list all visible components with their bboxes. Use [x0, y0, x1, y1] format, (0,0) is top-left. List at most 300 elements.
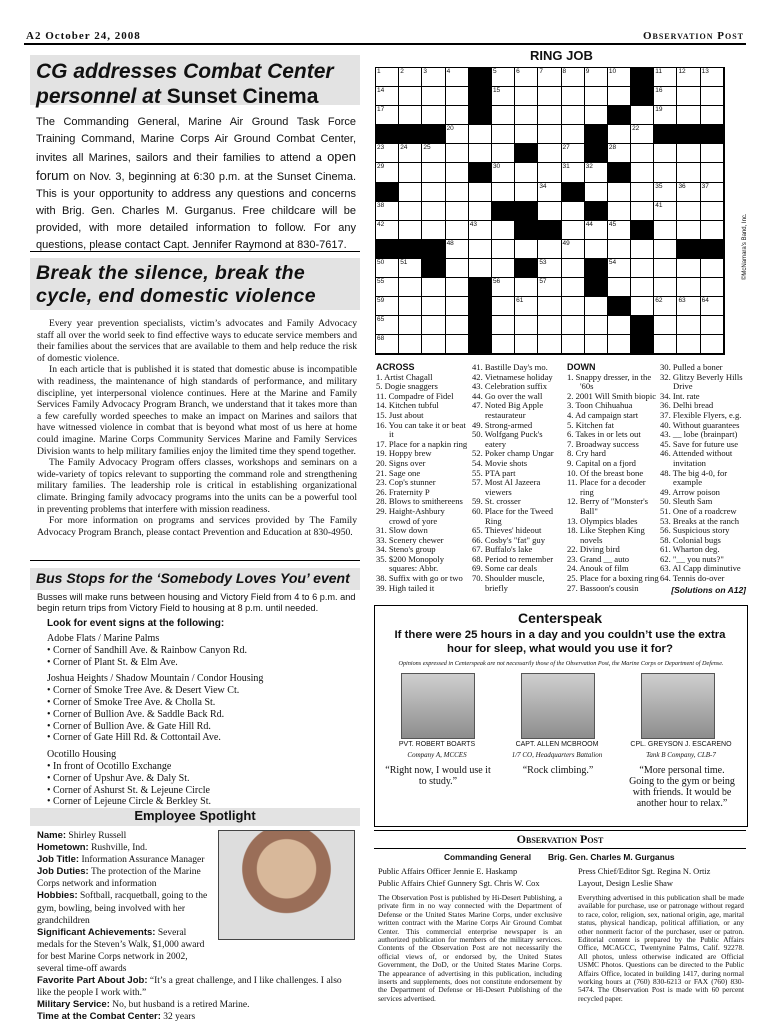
grid-cell [677, 316, 700, 335]
grid-block [399, 240, 422, 259]
grid-cell [492, 125, 515, 144]
grid-cell [654, 316, 677, 335]
grid-cell: 34 [538, 183, 561, 202]
grid-cell [399, 202, 422, 221]
bus-group-title: Joshua Heights / Shadow Mountain / Condor Housing [47, 673, 264, 685]
grid-cell: 41 [654, 202, 677, 221]
grid-cell: 45 [608, 221, 631, 240]
bus-group-title: Ocotillo Housing [47, 749, 117, 761]
clue: 59. St. crosser [472, 496, 521, 507]
silence-headline: Break the silence, break the cycle, end domestic violence [36, 262, 316, 307]
clue: 48. The big 4-0, for example [660, 467, 728, 488]
clue: 62. "__ you nuts?" [660, 553, 724, 564]
grid-cell [631, 183, 654, 202]
bus-group-title: Adobe Flats / Marine Palms [47, 633, 160, 644]
grid-cell [399, 335, 422, 354]
bus-stop-item: • Corner of Gate Hill Rd. & Cottontail Ave. [47, 732, 221, 744]
clue: 7. Broadway success [567, 438, 639, 449]
grid-cell [562, 297, 585, 316]
grid-cell: 36 [677, 183, 700, 202]
staff-left: Public Affairs Officer Jennie E. Haskamp Public Affairs Chief Gunnery Sgt. Chris W. Cox [378, 867, 540, 888]
grid-cell: 42 [376, 221, 399, 240]
clue: 47. Noted Big Apple restaurateur [472, 400, 544, 420]
down-clues-1: DOWN 1. Snappy dresser, in the '60s 2. 2001 Will Smith biopic 3. Toon Chihuahua 4. Ad campaign start 5. Kitchen fat 6. Takes in or lets out 7. Broadway success 8. Cry hard 9. Capital on a fjord 10. Of the breast bone 11. Place for a decoder ring 12. Berry of "Monster's Ball" 13. Olympics blades 18. Like Stephen King novels 22. Diving bird 23. Grand __ auto 24. Anouk of film 25. Place for a boxing ring 27. Bassoon's cousin [567, 362, 659, 593]
grid-cell [677, 163, 700, 182]
clue: 23. Grand __ auto [567, 553, 630, 564]
grid-block [515, 259, 538, 278]
grid-cell [631, 106, 654, 125]
clue: 52. Poker champ Ungar [472, 448, 554, 459]
clue: 36. Delhi bread [660, 400, 714, 411]
grid-block [422, 240, 445, 259]
divider [30, 251, 360, 252]
grid-cell [446, 316, 469, 335]
grid-block [515, 202, 538, 221]
grid-block [701, 240, 724, 259]
grid-cell [677, 259, 700, 278]
bus-stop-item: • Corner of Sandhill Ave. & Rainbow Canyon Rd. [47, 644, 247, 656]
grid-cell [631, 240, 654, 259]
grid-cell: 23 [376, 144, 399, 163]
grid-cell [701, 316, 724, 335]
clue: 28. Blows to smithereens [376, 496, 463, 507]
grid-cell [677, 87, 700, 106]
grid-cell: 51 [399, 259, 422, 278]
clue: 14. Kitchen tubful [376, 400, 439, 411]
grid-block [608, 106, 631, 125]
bus-look: Look for event signs at the following: [47, 618, 225, 629]
grid-cell [608, 202, 631, 221]
grid-cell [422, 221, 445, 240]
grid-block [538, 221, 561, 240]
grid-cell [608, 183, 631, 202]
grid-cell [469, 125, 492, 144]
grid-cell [515, 335, 538, 354]
clue: 11. Compadre of Fidel [376, 390, 454, 401]
grid-cell [492, 316, 515, 335]
grid-cell [538, 106, 561, 125]
clue: 22. Diving bird [567, 544, 620, 555]
grid-block [399, 125, 422, 144]
grid-cell [654, 144, 677, 163]
grid-cell [538, 144, 561, 163]
top-rule [24, 43, 746, 45]
grid-cell [469, 240, 492, 259]
employee-row: Hobbies: Softball, racquetball, going to the gym, bowling, being involved with her grandchildren [37, 890, 208, 926]
grid-block [469, 68, 492, 87]
grid-cell: 63 [677, 297, 700, 316]
clue: 1. Artist Chagall [376, 371, 433, 382]
clue: 54. Movie shots [472, 457, 528, 468]
bus-stop-item: • Corner of Smoke Tree Ave. & Desert View Ct. [47, 685, 240, 697]
clue: 9. Capital on a fjord [567, 457, 636, 468]
grid-cell: 43 [469, 221, 492, 240]
down-clues-2 [660, 363, 746, 595]
grid-cell: 1 [376, 68, 399, 87]
grid-cell: 65 [376, 316, 399, 335]
clue: 19. Hoppy brew [376, 448, 432, 459]
grid-cell [422, 335, 445, 354]
grid-cell: 16 [654, 87, 677, 106]
bus-stop-item: • Corner of Plant St. & Elm Ave. [47, 656, 178, 668]
grid-cell [585, 297, 608, 316]
grid-cell [515, 240, 538, 259]
grid-cell [631, 202, 654, 221]
grid-cell [422, 202, 445, 221]
grid-cell: 62 [654, 297, 677, 316]
grid-block [422, 259, 445, 278]
folio-left: A2 October 24, 2008 [26, 30, 141, 42]
grid-cell: 35 [654, 183, 677, 202]
grid-cell [399, 87, 422, 106]
grid-block [585, 202, 608, 221]
bus-stop-item: • Corner of Bullion Ave. & Saddle Back Rd. [47, 708, 225, 720]
grid-cell: 22 [631, 125, 654, 144]
grid-cell [469, 144, 492, 163]
grid-block [422, 125, 445, 144]
grid-cell [515, 278, 538, 297]
grid-cell: 54 [608, 259, 631, 278]
clue: 31. Slow down [376, 525, 428, 536]
grid-cell [469, 183, 492, 202]
clue: 32. Glitzy Beverly Hills Drive [660, 371, 743, 392]
grid-cell [538, 316, 561, 335]
person-photo-1 [401, 673, 475, 739]
grid-cell [585, 183, 608, 202]
grid-cell [562, 125, 585, 144]
bus-stop-item: • Corner of Bullion Ave. & Gate Hill Rd. [47, 720, 211, 732]
person-unit-2: 1/7 CO, Headquarters Battalion [511, 751, 603, 759]
grid-cell: 2 [399, 68, 422, 87]
clue: 41. Bastille Day's mo. [472, 362, 548, 372]
grid-cell [492, 335, 515, 354]
grid-cell: 53 [538, 259, 561, 278]
grid-cell [538, 125, 561, 144]
grid-cell: 31 [562, 163, 585, 182]
grid-block [631, 87, 654, 106]
grid-block [585, 259, 608, 278]
grid-block [469, 278, 492, 297]
grid-cell [446, 183, 469, 202]
clue: 66. Cosby's "fat" guy [472, 534, 546, 545]
grid-cell [399, 297, 422, 316]
clue: 20. Signs over [376, 457, 426, 468]
bus-stop-item: • Corner of Ashurst St. & Lejeune Circle [47, 784, 210, 796]
grid-cell: 19 [654, 106, 677, 125]
clue: 50. Wolfgang Puck's eatery [472, 429, 543, 449]
grid-cell [515, 183, 538, 202]
bus-group [47, 749, 357, 808]
bus-group [47, 673, 357, 744]
grid-cell: 11 [654, 68, 677, 87]
person-name-1: PVT. ROBERT BOARTS [398, 741, 476, 748]
employee-row: Name: Shirley Russell [37, 830, 127, 841]
grid-cell [492, 259, 515, 278]
divider [30, 560, 360, 561]
person-name-3: CPL. GREYSON J. ESCARENO [630, 741, 732, 748]
grid-cell [422, 87, 445, 106]
masthead-title: Observation Post [516, 832, 604, 846]
bus-headline-box [30, 568, 360, 590]
person-photo-3 [641, 673, 715, 739]
cg-headline: CG addresses Combat Center personnel at Sunset Cinema [36, 60, 334, 108]
grid-cell: 6 [515, 68, 538, 87]
clue: 45. Save for future use [660, 438, 739, 449]
clue: 6. Takes in or lets out [567, 429, 641, 440]
clue: 51. One of a roadcrew [660, 505, 737, 516]
grid-cell [399, 106, 422, 125]
clue: 50. Sleuth Sam [660, 496, 713, 507]
person-unit-3: Tank B Company, CLB-7 [646, 751, 716, 759]
clue: 35. $200 Monopoly squares: Abbr. [376, 553, 445, 574]
grid-cell: 4 [446, 68, 469, 87]
masthead-rule [374, 830, 746, 831]
grid-cell [701, 259, 724, 278]
grid-block [469, 316, 492, 335]
clue: 69. Some car deals [472, 563, 537, 574]
grid-cell [562, 87, 585, 106]
grid-cell: 32 [585, 163, 608, 182]
grid-cell [562, 316, 585, 335]
employee-row: Hometown: Rushville, Ind. [37, 842, 148, 854]
grid-cell [654, 335, 677, 354]
grid-cell [654, 240, 677, 259]
grid-cell [701, 87, 724, 106]
grid-cell [422, 316, 445, 335]
across-clues-1: ACROSS 1. Artist Chagall 5. Dogie snaggers 11. Compadre of Fidel 14. Kitchen tubful 15. Just about 16. You can take it or beat it 17. Place for a napkin ring 19. Hoppy brew 20. Signs over 21. Sage one 23. Cop's stunner 26. Fraternity P 28. Blows to smithereens 29. Haight-Ashbury crowd of yore 31. Slow down 33. Scenery chewer 34. Steno's group 35. $200 Monopoly squares: Abbr. 38. Suffix with go or two 39. High tailed it [376, 362, 468, 593]
grid-block [701, 125, 724, 144]
clue: 39. High tailed it [376, 582, 435, 593]
clue: 37. Flexible Flyers, e.g. [660, 409, 742, 420]
grid-cell: 5 [492, 68, 515, 87]
grid-cell [631, 278, 654, 297]
grid-cell: 9 [585, 68, 608, 87]
grid-cell [538, 297, 561, 316]
clue: 61. Wharton deg. [660, 544, 720, 555]
clue: 58. Colonial bugs [660, 534, 721, 545]
employee-row: Job Title: Information Assurance Manager [37, 854, 205, 866]
bus-stop-item: • In front of Ocotillo Exchange [47, 760, 172, 772]
grid-cell: 12 [677, 68, 700, 87]
clue: 23. Cop's stunner [376, 477, 436, 488]
clue: 10. Of the breast bone [567, 467, 644, 478]
grid-cell: 59 [376, 297, 399, 316]
person-photo-2 [521, 673, 595, 739]
clue: 67. Buffalo's lake [472, 544, 533, 555]
clue: 33. Scenery chewer [376, 534, 444, 545]
clue: 16. You can take it or beat it [376, 419, 466, 440]
grid-cell [562, 335, 585, 354]
grid-cell: 27 [562, 144, 585, 163]
grid-cell [562, 259, 585, 278]
clue: 43. __ lobe (brainpart) [660, 429, 738, 440]
grid-cell [422, 106, 445, 125]
grid-cell [446, 106, 469, 125]
across-clues-2 [472, 363, 564, 593]
bus-stop-item: • Corner of Smoke Tree Ave. & Cholla St. [47, 696, 216, 708]
grid-cell [701, 163, 724, 182]
clue: 55. PTA part [472, 467, 516, 478]
grid-cell: 13 [701, 68, 724, 87]
grid-cell [515, 163, 538, 182]
clue: 29. Haight-Ashbury crowd of yore [376, 505, 445, 526]
grid-block [469, 163, 492, 182]
clue: 26. Fraternity P [376, 486, 430, 497]
grid-block [469, 335, 492, 354]
grid-cell [562, 202, 585, 221]
grid-block [677, 240, 700, 259]
clue: 30. Pulled a boner [660, 362, 723, 372]
grid-cell [585, 87, 608, 106]
grid-cell: 61 [515, 297, 538, 316]
clue: 25. Place for a boxing ring [567, 573, 659, 584]
grid-block [469, 106, 492, 125]
clue: 70. Shoulder muscle, briefly [472, 573, 545, 593]
grid-cell: 37 [701, 183, 724, 202]
grid-cell [446, 278, 469, 297]
grid-cell [422, 297, 445, 316]
grid-cell [585, 240, 608, 259]
grid-block [631, 316, 654, 335]
grid-cell [515, 125, 538, 144]
clue: 38. Suffix with go or two [376, 573, 463, 584]
grid-cell [399, 278, 422, 297]
clue: 3. Toon Chihuahua [567, 400, 633, 411]
grid-cell [654, 278, 677, 297]
grid-cell: 7 [538, 68, 561, 87]
bus-headline: Bus Stops for the ‘Somebody Loves You’ event [36, 570, 350, 586]
grid-cell [538, 202, 561, 221]
grid-cell [399, 316, 422, 335]
grid-cell [677, 335, 700, 354]
grid-block [515, 144, 538, 163]
legal-left: The Observation Post is published by Hi-Desert Publishing, a private firm in no way connected with the Department of Defense or the United States Marine Corps, under exclusive written contract with the Marine Corps Air Ground Combat Center. This commercial enterprise newspaper is an authorized publication for members of the military services. Contents of the Observation Post are not necessarily the official views of, or endorsed by, the United States Government, the DoD, or the United States Marine Corps. The appearance of advertising in this publication, including inserts and supplements, does not constitute endorsement by the Department of Defense or Hi-Desert Publishing of the services advertised. [378, 893, 562, 1003]
clue: 57. Most Al Jazeera viewers [472, 477, 541, 497]
grid-cell [538, 87, 561, 106]
clue: 43. Celebration suffix [472, 381, 548, 392]
grid-cell: 30 [492, 163, 515, 182]
grid-cell: 28 [608, 144, 631, 163]
grid-block [677, 125, 700, 144]
grid-cell: 68 [376, 335, 399, 354]
clue: 34. Int. rate [660, 390, 700, 401]
grid-cell [538, 240, 561, 259]
grid-cell [608, 335, 631, 354]
grid-block [469, 87, 492, 106]
grid-cell: 49 [562, 240, 585, 259]
grid-block [515, 221, 538, 240]
grid-cell [677, 106, 700, 125]
grid-cell: 17 [376, 106, 399, 125]
folio-right: Observation Post [642, 30, 744, 42]
grid-cell [701, 144, 724, 163]
centerspeak-title: Centerspeak [517, 610, 603, 626]
clue: 4. Ad campaign start [567, 409, 639, 420]
grid-cell [492, 221, 515, 240]
employee-row: Job Duties: The protection of the Marine Corps network and information [37, 866, 201, 890]
cg-label: Commanding General [444, 852, 532, 862]
clue: 34. Steno's group [376, 544, 436, 555]
grid-cell [446, 87, 469, 106]
employee-row: Time at the Combat Center: 32 years [37, 1011, 196, 1023]
clue: 8. Cry hard [567, 448, 606, 459]
grid-cell [422, 278, 445, 297]
grid-cell [492, 144, 515, 163]
silence-body: Every year prevention specialists, victim’s advocates and Family Advocacy staff all over the world seek to find effective ways to educate service members and their families about the services that are available to them and help reduce the risk of domestic violence. In each article that is published it is stated that domestic abuse is incompatible with readiness, the maintenance of high standards of performance, and military discipline, yet interpersonal violence continues. Here at the Marine and Family Services Family Advocacy Program Branch, we understand that it takes more than a few carefully worded speeches to make an impact on Marines and sailors that have witnessed violence in combat that is beyond what most of us here at home could imagine. Marine Corps Community Services Marine and Family Services Division wants to help military families enjoy the limited time they spend together. The Family Advocacy Program offers classes, workshops and seminars on a wide-variety of topics relevant to supporting the command role and strengthening military families. The leadership role is critical in establishing organizational climate. Bringing family advocacy programs into the units can be a powerful tool in preventing problems that interfere with mission readiness. For more information on programs and services provided by The Family Advocacy Program Branch, please contact Prevention and Education at 830-4950. [37, 318, 357, 538]
grid-cell [446, 163, 469, 182]
grid-cell [631, 297, 654, 316]
grid-cell [515, 316, 538, 335]
clue: 5. Kitchen fat [567, 419, 615, 430]
clue: 13. Olympics blades [567, 515, 638, 526]
employee-title: Employee Spotlight [134, 808, 256, 823]
grid-cell [631, 259, 654, 278]
grid-cell [608, 278, 631, 297]
grid-cell: 24 [399, 144, 422, 163]
grid-cell [562, 278, 585, 297]
grid-block [376, 183, 399, 202]
clue: 49. Strong-armed [472, 419, 533, 430]
grid-cell [701, 221, 724, 240]
grid-cell [677, 221, 700, 240]
bus-intro: Busses will make runs between housing and Victory Field from 4 to 6 p.m. and begin return trips from Victory Field to housing at 8 p.m. until needed. [37, 592, 356, 613]
grid-block [608, 163, 631, 182]
cg-body: The Commanding General, Marine Air Ground Task Force Training Command, Marine Corps Air Ground Combat Center, invites all Marines, sailors and their families to attend a open forum on Nov. 3, beginning at 6:30 p.m. at the Sunset Cinema. This is your opportunity to address any questions and concerns with Brig. Gen. Charles M. Gurganus. Free childcare will be provided, with more detailed information to follow. For any questions, please contact Capt. Jennifer Raymond at 830-7617. [36, 116, 356, 251]
clue: 44. Go over the wall [472, 390, 543, 401]
grid-cell [399, 163, 422, 182]
grid-block [608, 297, 631, 316]
grid-cell [446, 297, 469, 316]
bus-stop-item: • Corner of Upshur Ave. & Daly St. [47, 772, 190, 784]
grid-cell [399, 183, 422, 202]
crossword-grid [375, 67, 725, 355]
grid-block [585, 278, 608, 297]
grid-cell [538, 335, 561, 354]
bus-stop-item: • Corner of Lejeune Circle & Berkley St. [47, 796, 212, 808]
silence-headline-box [30, 258, 360, 310]
clue: 60. Place for the Tweed Ring [472, 505, 554, 526]
clue: 42. Vietnamese holiday [472, 371, 553, 382]
grid-cell [446, 335, 469, 354]
grid-cell: 38 [376, 202, 399, 221]
grid-cell [446, 144, 469, 163]
grid-cell: 64 [701, 297, 724, 316]
employee-title-box [30, 808, 360, 826]
grid-cell: 10 [608, 68, 631, 87]
grid-cell: 20 [446, 125, 469, 144]
person-quote-1: “Right now, I would use it to study.” [385, 765, 491, 787]
grid-cell: 15 [492, 87, 515, 106]
clue: 46. Attended without invitation [660, 448, 733, 468]
clue: 24. Anouk of film [567, 563, 629, 574]
clue: 27. Bassoon's cousin [567, 582, 639, 593]
cg-name: Brig. Gen. Charles M. Gurganus [548, 852, 675, 862]
clue: 64. Tennis do-over [660, 573, 725, 584]
grid-cell [422, 163, 445, 182]
grid-cell [422, 183, 445, 202]
grid-cell [654, 259, 677, 278]
grid-block [376, 125, 399, 144]
grid-cell [399, 221, 422, 240]
grid-cell [631, 163, 654, 182]
grid-cell [492, 297, 515, 316]
grid-cell [701, 106, 724, 125]
grid-cell [492, 106, 515, 125]
clue: 18. Like Stephen King novels [567, 525, 645, 545]
cg-headline-box [30, 55, 360, 108]
clue: 12. Berry of "Monster's Ball" [567, 496, 648, 516]
grid-cell [654, 163, 677, 182]
